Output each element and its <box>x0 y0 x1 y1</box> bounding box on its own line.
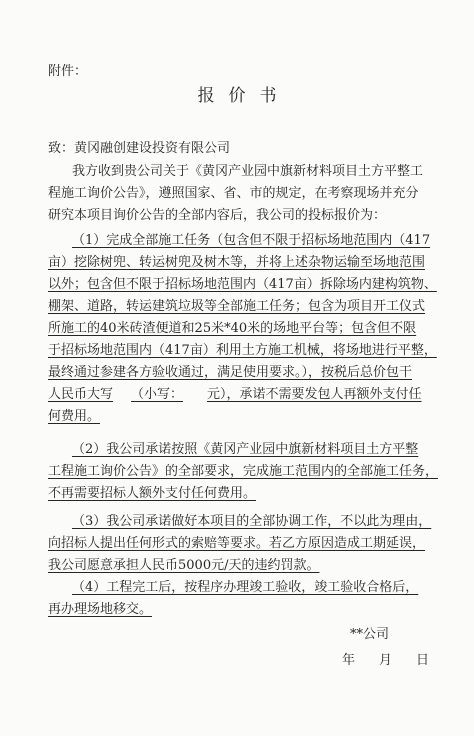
price-suffix: 元），承诺不需要发包人再额外支付任 <box>207 387 422 402</box>
item4-line: （4）工程完工后，按程序办理竣工验收，竣工验收合格后， <box>72 580 419 595</box>
attachment-label: 附件： <box>48 64 88 79</box>
item1-line: 以外；包含但不限于招标场地范围内（417亩）拆除场内建构筑物、 <box>48 277 437 292</box>
item2-line: 工程施工询价公告》的全部要求，完成施工范围内的全部施工任务， <box>48 464 439 479</box>
document-title: 报价书 <box>197 86 291 106</box>
item2-line: （2）我公司承诺按照《黄冈产业园中旗新材料项目土方平整 <box>72 442 419 457</box>
date-day: 日 <box>416 653 430 668</box>
item3-line: 我公司愿意承担人民币5000元/天的违约罚款。 <box>48 558 320 573</box>
item1-line: 于招标场地范围内（417亩）利用土方施工机械，将场地进行平整， <box>48 343 437 358</box>
signature-company: **公司 <box>350 627 390 642</box>
item1-line: 亩）挖除树兜、转运树兜及树木等，并将上述杂物运输至场地范围 <box>48 255 426 270</box>
item2-line: 不再需要招标人额外支付任何费用。 <box>48 486 257 501</box>
date-year: 年 <box>342 653 356 668</box>
salutation: 致：黄冈融创建设投资有限公司 <box>48 141 231 156</box>
intro-line: 程施工询价公告》，遵照国家、省、市的规定，在考察现场并充分 <box>48 186 419 201</box>
item1-line: 何费用。 <box>48 409 101 424</box>
price-words-label: 人民币大写 <box>48 387 114 402</box>
item1-price-line <box>48 387 422 403</box>
item1-line: 棚架、道路，转运建筑垃圾等全部施工任务；包含为项目开工仪式 <box>48 299 426 314</box>
signature-date <box>342 653 429 669</box>
intro-line: 研究本项目询价公告的全部内容后，我公司的投标报价为： <box>48 208 387 223</box>
item3-line: 向招标人提出任何形式的索赔等要求。若乙方原因造成工期延误， <box>48 536 426 551</box>
item1-line: （1）完成全部施工任务（包含但不限于招标场地范围内（417 <box>72 233 431 248</box>
date-month: 月 <box>379 653 393 668</box>
item3-line: （3）我公司承诺做好本项目的全部协调工作，不以此为理由， <box>72 514 432 529</box>
price-figures-label: （小写： <box>131 387 184 402</box>
item4-line: 再办理场地移交。 <box>48 602 153 617</box>
item1-line: 最终通过参建各方验收通过，满足使用要求。），按税后总价包干 <box>48 365 413 380</box>
intro-line: 我方收到贵公司关于《黄冈产业园中旗新材料项目土方平整工 <box>72 164 424 179</box>
item1-line: 所施工的40米砖渣便道和25米*40米的场地平台等；包含但不限 <box>48 321 417 336</box>
